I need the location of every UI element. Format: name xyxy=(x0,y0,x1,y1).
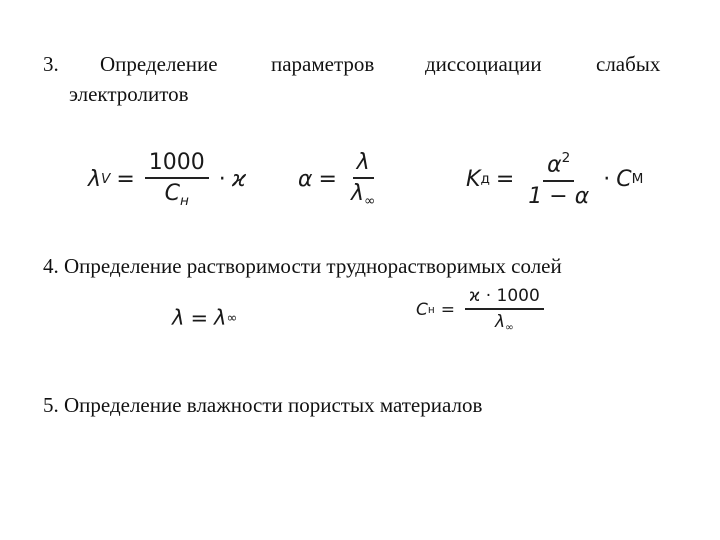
section3-word-3: диссоциации xyxy=(425,52,542,76)
section5-title: 5. Определение влажности пористых материалов xyxy=(43,393,483,417)
section3-word-4: слабых xyxy=(596,52,661,76)
section3-word-2: параметров xyxy=(271,52,375,76)
fraction: $\frac{\lambda}{\lambda_\infty}$ xyxy=(350,150,376,209)
fraction: $\frac{\alpha^2}{1 - \alpha}$ xyxy=(528,150,590,209)
formula-dissociation-constant: K д = $\frac{\alpha^2}{1 - \alpha}$ · C М xyxy=(466,150,644,209)
formula-equivalent-conductivity: λ V = $\frac{1000}{C_н}$ · ϰ xyxy=(88,150,247,209)
section3-number: 3. xyxy=(43,52,59,76)
formula-solubility-concentration: C н = $\frac{ϰ \cdot 1000}{\lambda_\infty}$ xyxy=(416,286,548,334)
section4-title: 4. Определение растворимости труднорастворимых солей xyxy=(43,254,562,278)
section3-line2: электролитов xyxy=(69,82,189,106)
fraction: $\frac{1000}{C_н}$ xyxy=(145,150,209,209)
formula-dissociation-degree: α = $\frac{\lambda}{\lambda_\infty}$ xyxy=(298,150,383,209)
formula-limiting-conductivity: λ = λ ∞ xyxy=(172,306,238,330)
section3-word-1: Определение xyxy=(100,52,218,76)
fraction: $\frac{ϰ \cdot 1000}{\lambda_\infty}$ xyxy=(465,286,544,334)
